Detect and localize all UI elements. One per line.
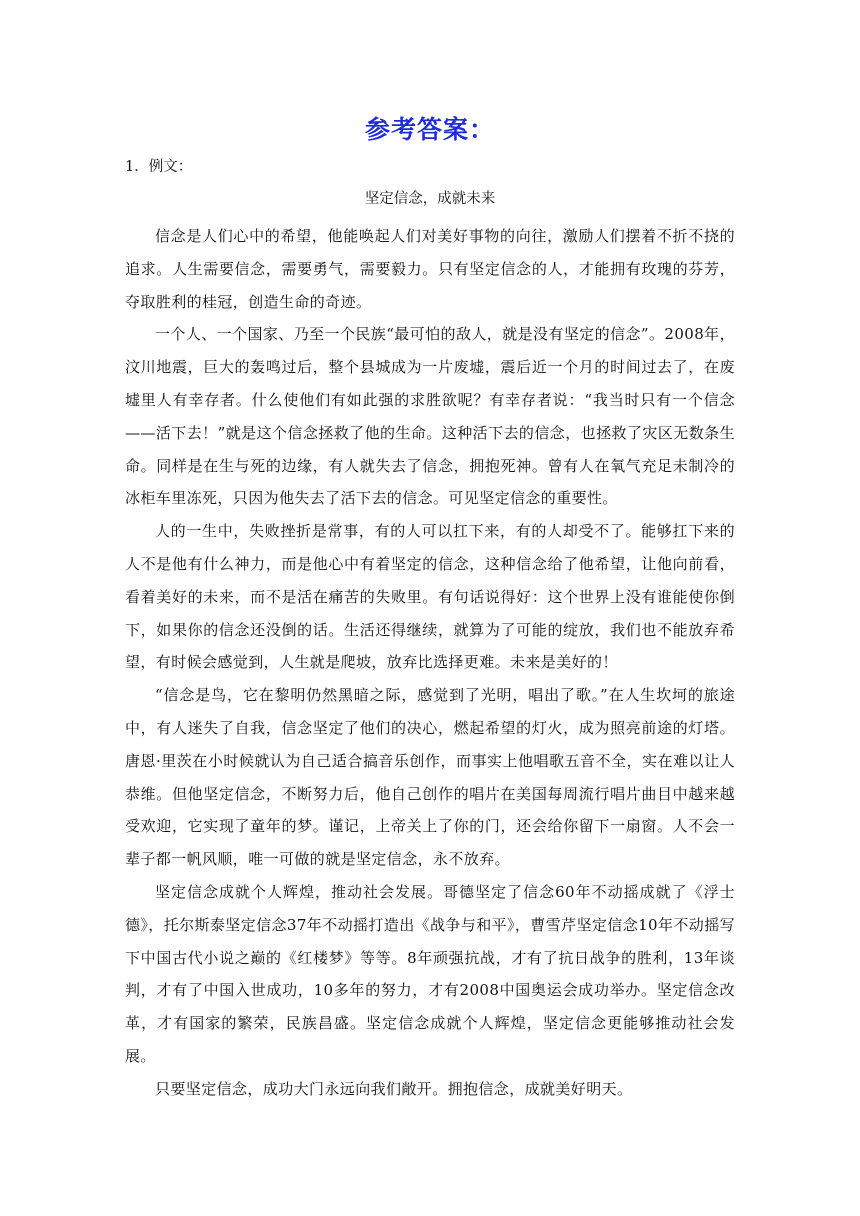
essay-paragraph-4: “信念是鸟，它在黎明仍然黑暗之际，感觉到了光明，唱出了歌。”在人生坎坷的旅途中，有人迷失了自我，信念坚定了他们的决心，燃起希望的灯火，成为照亮前途的灯塔。唐恩·里茨在小时候就认为自己适合搞音乐创作，而事实上他唱歌五音不全，实在难以让人恭维。但他坚定信念，不断努力后，他自己创作的唱片在美国每周流行唱片曲目中越来越受欢迎，它实现了童年的梦。谨记，上帝关上了你的门，还会给你留下一扇窗。人不会一辈子都一帆风顺，唯一可做的就是坚定信念，永不放弃。 xyxy=(125,686,735,869)
essay-paragraph-1: 信念是人们心中的希望，他能唤起人们对美好事物的向往，激励人们摆着不折不挠的追求。人生需要信念，需要勇气，需要毅力。只有坚定信念的人，才能拥有玫瑰的芬芳，夺取胜利的桂冠，创造生命的奇迹。 xyxy=(125,227,735,311)
item-label: 1．例文： xyxy=(125,159,193,175)
essay-paragraph-2: 一个人、一个国家、乃至一个民族“最可怕的敌人，就是没有坚定的信念”。2008年，汶川地震，巨大的轰鸣过后，整个县城成为一片废墟，震后近一个月的时间过去了，在废墟里人有幸存者。什么使他们有如此强的求胜欲呢？有幸存者说：“我当时只有一个信念——活下去！”就是这个信念拯救了他的生命。这种活下去的信念，也拯救了灾区无数条生命。同样是在生与死的边缘，有人就失去了信念，拥抱死神。曾有人在氧气充足未制冷的冰柜车里冻死，只因为他失去了活下去的信念。可见坚定信念的重要性。 xyxy=(125,325,735,508)
essay-paragraph-5: 坚定信念成就个人辉煌，推动社会发展。哥德坚定了信念60年不动摇成就了《浮士德》，托尔斯泰坚定信念37年不动摇打造出《战争与和平》，曹雪芹坚定信念10年不动摇写下中国古代小说之巅的《红楼梦》等等。8年顽强抗战，才有了抗日战争的胜利，13年谈判，才有了中国入世成功，10多年的努力，才有2008中国奥运会成功举办。坚定信念改革，才有国家的繁荣，民族昌盛。坚定信念成就个人辉煌，坚定信念更能够推动社会发展。 xyxy=(125,882,735,1065)
document-page xyxy=(125,110,735,1106)
essay-paragraph-6: 只要坚定信念，成功大门永远向我们敞开。拥抱信念，成就美好明天。 xyxy=(155,1079,633,1098)
answer-heading: 参考答案： xyxy=(364,115,495,144)
essay-title: 坚定信念，成就未来 xyxy=(364,191,496,207)
essay-paragraph-3: 人的一生中，失败挫折是常事，有的人可以扛下来，有的人却受不了。能够扛下来的人不是他有什么神力，而是他心中有着坚定的信念，这种信念给了他希望，让他向前看，看着美好的未来，而不是活在痛苦的失败里。有句话说得好：这个世界上没有谁能使你倒下，如果你的信念还没倒的话。生活还得继续，就算为了可能的绽放，我们也不能放弃希望，有时候会感觉到，人生就是爬坡，放弃比选择更难。未来是美好的！ xyxy=(125,522,735,672)
